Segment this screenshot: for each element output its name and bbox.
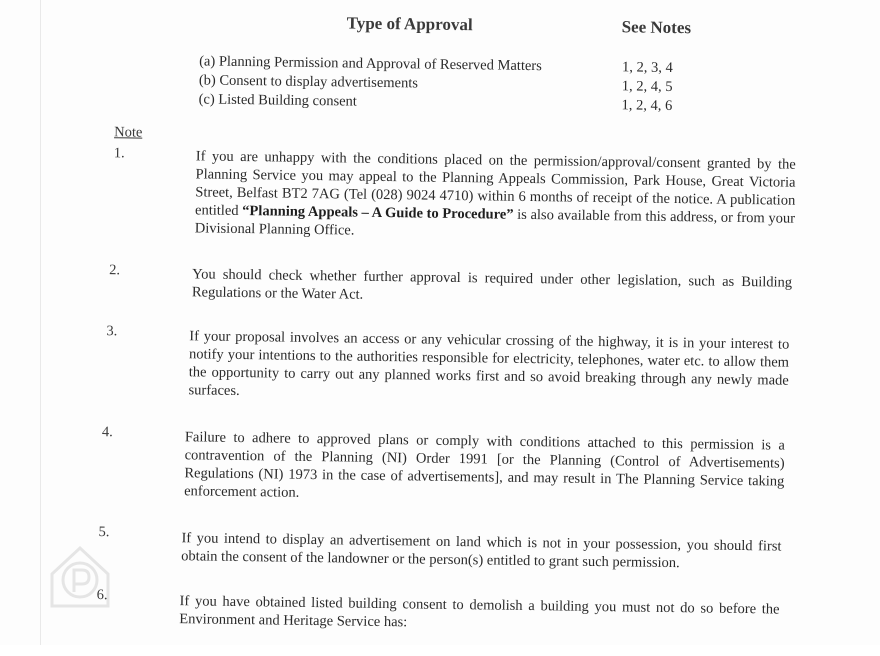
note-heading: Note: [114, 124, 143, 141]
note-text: is also available from this address, or from your Divisional Planning Office.: [194, 206, 796, 239]
approval-name: (c) Listed Building consent: [198, 91, 357, 110]
note-number: 6.: [96, 587, 108, 604]
note-number: 3.: [106, 323, 118, 340]
approval-notes: 1, 2, 3, 4: [621, 59, 673, 77]
note-text: If you are unhappy with the conditions placed on the permission/approval/consent granted by the Planning Service you may appeal to the Planning Appeals Commission, Park House, Great Victoria Street, Belfast BT2 7AG (Tel (028) 9024 4710) within 6 months of receipt of the notice. A publication entitled: [194, 148, 796, 220]
note-2-text: You should check whether further approval is required under other legislation, such as Building Regulations or the Water Act.: [191, 266, 793, 303]
type-of-approval-heading: Type of Approval: [346, 13, 473, 35]
approval-notes: 1, 2, 4, 5: [621, 78, 673, 96]
property-logo-icon: [44, 540, 116, 612]
note-1-text: [195, 147, 796, 245]
see-notes-heading: See Notes: [621, 17, 692, 38]
approval-name: (b) Consent to display advertisements: [198, 72, 419, 92]
note-3-text: If your proposal involves an access or any vehicular crossing of the highway, it is in your interest to notify your intentions to the authorities responsible for electricity, telephones, water etc. to allow them the opportunity to carry out any planned works first and so avoid breaking through any newly made surfaces.: [188, 328, 790, 399]
note-number: 1.: [113, 145, 125, 162]
publication-title: “Planning Appeals – A Guide to Procedure”: [242, 203, 514, 223]
approval-notes: 1, 2, 4, 6: [621, 97, 673, 115]
note-number: 5.: [98, 524, 110, 541]
approval-name: (a) Planning Permission and Approval of Reserved Matters: [199, 53, 542, 75]
note-6-text: If you have obtained listed building consent to demolish a building you must not do so before the Environment and Heritage Service has:: [179, 593, 780, 631]
note-4-text: Failure to adhere to approved plans or comply with conditions attached to this permission is a contravention of the Planning (NI) Order 1991 [or the Planning (Control of Advertisements) Regulations (NI) 1973 in the case of advertisements], and may result in The Planning Service taking enforcement action.: [184, 429, 785, 501]
note-5-text: If you intend to display an advertisement on land which is not in your possession, you should first obtain the consent of the landowner or the person(s) entitled to grant such permission.: [181, 530, 782, 572]
note-number: 2.: [109, 262, 121, 279]
note-number: 4.: [101, 424, 113, 441]
